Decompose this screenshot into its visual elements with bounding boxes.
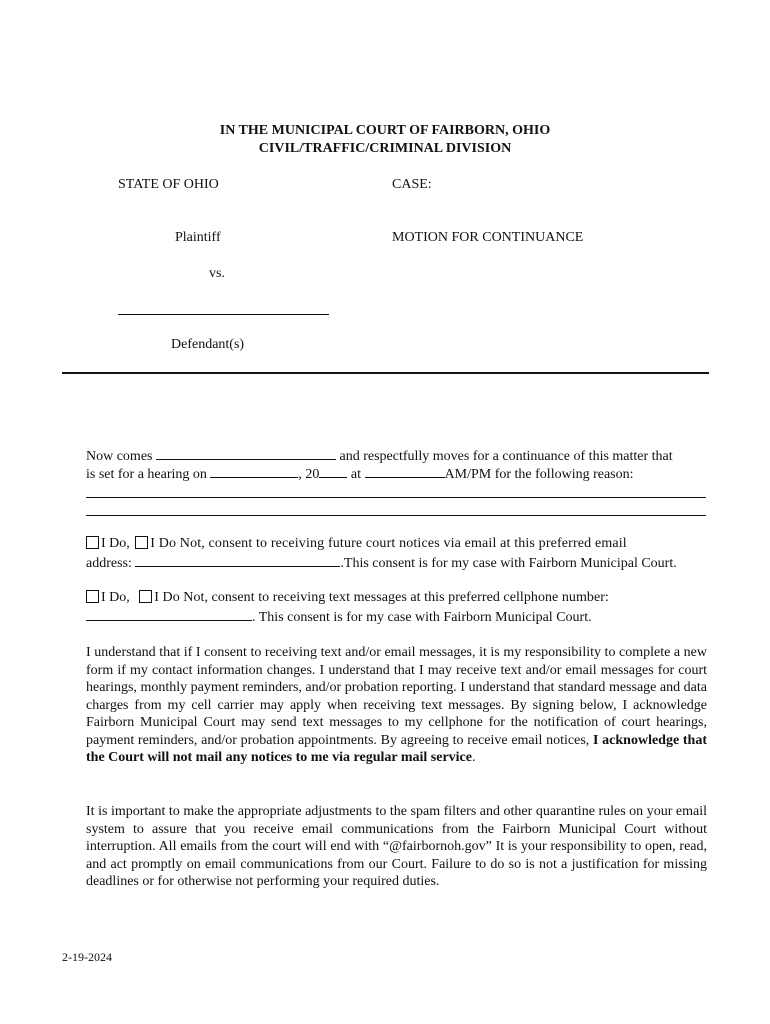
hearing-date-field[interactable]: [210, 465, 298, 478]
understanding-body: I understand that if I consent to receiving text and/or email messages, it is my responsibility to complete a new form if my contact information changes. I understand that I may receive text and/or email messages for court hearings, monthly payment reminders, and/or probation reporting. I understand that standard message and data charges from my cell carrier may apply when receiving text messages. By signing below, I acknowledge Fairborn Municipal Court may send text messages to my cellphone for the notification of court hearings, payment reminders, and/or probation appointments. By agreeing to receive email notices,: [86, 645, 707, 748]
reason-line-1[interactable]: [86, 497, 706, 498]
plaintiff-label: Plaintiff: [175, 230, 221, 245]
text-i-do-not-label: I Do Not, consent to receiving text messages at this preferred cellphone number:: [154, 590, 609, 605]
hearing-year-field[interactable]: [319, 465, 347, 478]
now-comes-text: Now comes: [86, 449, 153, 464]
case-label: CASE:: [392, 177, 432, 192]
at-text: at: [350, 467, 362, 482]
revision-date: 2-19-2024: [62, 950, 112, 964]
ampm-reason-text: AM/PM for the following reason:: [444, 467, 634, 482]
defendant-name-line: [118, 314, 329, 315]
plaintiff-name: STATE OF OHIO: [118, 177, 219, 192]
understanding-paragraph: [86, 644, 707, 767]
motion-line-1: [86, 447, 716, 465]
text-i-do-label: I Do,: [101, 590, 130, 605]
motion-line-2: [86, 465, 716, 483]
set-for-text: is set for a hearing on: [86, 467, 207, 482]
text-consent-line-2: [86, 608, 716, 626]
email-consent-line-1: [86, 536, 707, 552]
movant-name-field[interactable]: [156, 447, 336, 460]
defendant-label: Defendant(s): [171, 337, 245, 352]
spam-notice-paragraph: It is important to make the appropriate adjustments to the spam filters and other quarantine rules on your email system to assure that you receive email communications from the Fairborn Municipal Court without interruption. All emails from the court will end with “@fairbornoh.gov” It is your responsibility to open, read, and act promptly on email communications from our Court. Failure to do so is not a justification for missing deadlines or for otherwise not performing your required duties.: [86, 804, 707, 889]
year-prefix: , 20: [298, 467, 320, 482]
email-i-do-label: I Do,: [101, 536, 130, 551]
text-consent-tail: . This consent is for my case with Fairborn Municipal Court.: [252, 610, 592, 625]
email-address-field[interactable]: [135, 554, 340, 567]
caption-divider: [62, 372, 709, 374]
email-consent-line-2: [86, 554, 716, 572]
email-i-do-not-checkbox[interactable]: [135, 536, 148, 549]
hearing-time-field[interactable]: [365, 465, 445, 478]
division-title: CIVIL/TRAFFIC/CRIMINAL DIVISION: [258, 141, 512, 156]
court-title: IN THE MUNICIPAL COURT OF FAIRBORN, OHIO: [219, 123, 551, 138]
email-consent-tail: .This consent is for my case with Fairborn Municipal Court.: [340, 556, 677, 571]
moves-text: and respectfully moves for a continuance of this matter that: [339, 449, 673, 464]
motion-title: MOTION FOR CONTINUANCE: [392, 230, 584, 245]
text-i-do-checkbox[interactable]: [86, 590, 99, 603]
understanding-end: .: [471, 750, 476, 765]
versus: vs.: [209, 266, 225, 281]
email-i-do-not-label: I Do Not, consent to receiving future court notices via email at this preferred email: [150, 536, 627, 551]
reason-line-2[interactable]: [86, 515, 706, 516]
cellphone-number-field[interactable]: [86, 608, 252, 621]
text-i-do-not-checkbox[interactable]: [139, 590, 152, 603]
text-consent-line-1: [86, 590, 716, 606]
email-i-do-checkbox[interactable]: [86, 536, 99, 549]
email-address-label: address:: [86, 556, 132, 571]
understanding-bold-statement: I acknowledge that the Court will not mail any notices to me via regular mail service: [86, 732, 708, 765]
